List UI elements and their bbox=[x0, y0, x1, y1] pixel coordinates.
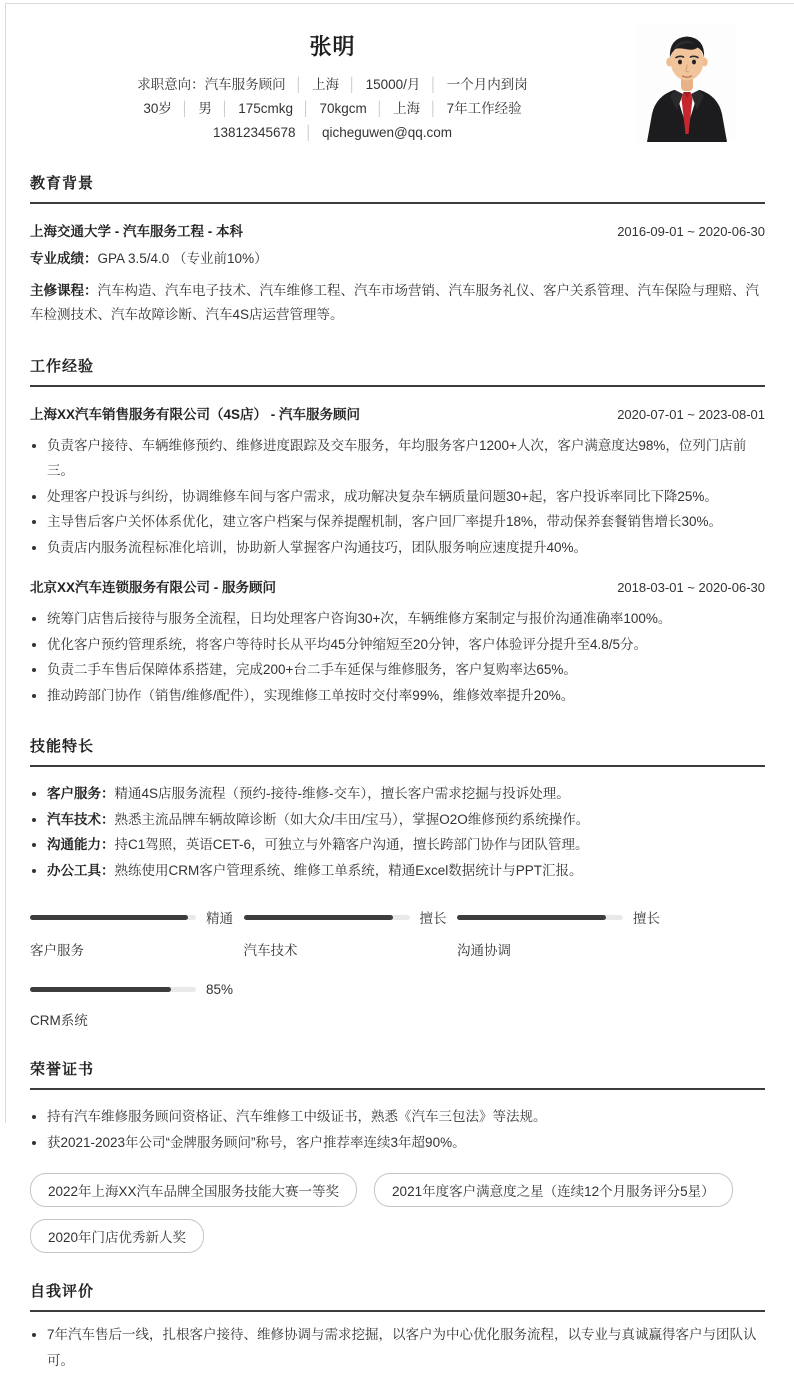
honor-tag: 2021年度客户满意度之星（连续12个月服务评分5星） bbox=[374, 1173, 733, 1207]
education-title: 教育背景 bbox=[30, 172, 765, 204]
profile-photo bbox=[637, 24, 737, 142]
bullet-dot bbox=[32, 694, 36, 698]
skill-bar-row bbox=[30, 907, 244, 927]
self-evaluation-list bbox=[30, 1322, 765, 1373]
bullet-dot bbox=[32, 869, 36, 873]
separator: │ bbox=[304, 125, 313, 140]
job-bullet bbox=[30, 535, 765, 561]
bullet-dot bbox=[32, 643, 36, 647]
skill-bar-track bbox=[30, 987, 196, 992]
bullet-dot bbox=[32, 818, 36, 822]
section-education bbox=[30, 172, 765, 328]
skill-bar-row bbox=[244, 907, 458, 927]
skill-level-label: 85% bbox=[206, 982, 234, 997]
separator: │ bbox=[220, 101, 230, 116]
job-bullet bbox=[30, 606, 765, 632]
skills-title: 技能特长 bbox=[30, 735, 765, 767]
skill-bar-cell bbox=[457, 907, 671, 959]
honor-tags bbox=[30, 1173, 765, 1253]
bullet-text: 负责客户接待、车辆维修预约、维修进度跟踪及交车服务，年均服务客户1200+人次，客户满意度达98%，位列门店前三。 bbox=[47, 437, 747, 478]
skill-level-label: 擅长 bbox=[419, 911, 447, 926]
section-experience bbox=[30, 355, 765, 709]
job-bullet bbox=[30, 433, 765, 484]
education-entry-head bbox=[30, 220, 765, 240]
skill-bar-track bbox=[244, 915, 410, 920]
bullet-dot bbox=[32, 495, 36, 499]
skill-text: 持C1驾照，英语CET-6，可独立与外籍客户沟通，擅长跨部门协作与团队管理。 bbox=[114, 837, 589, 852]
weight: 70kgcm bbox=[319, 101, 367, 116]
skill-bar-fill bbox=[457, 915, 606, 920]
bullet-dot bbox=[32, 1141, 36, 1145]
expected-salary: 15000/月 bbox=[365, 77, 421, 92]
bullet-text: 优化客户预约管理系统，将客户等待时长从平均45分钟缩短至20分钟，客户体验评分提升至4.8/5分。 bbox=[47, 636, 648, 652]
separator: │ bbox=[429, 101, 438, 116]
skill-bar-cell bbox=[244, 907, 458, 959]
skill-bar-name: 客户服务 bbox=[30, 943, 84, 958]
skill-bullet bbox=[30, 858, 765, 884]
company-position: 北京XX汽车连锁服务有限公司 - 服务顾问 bbox=[30, 580, 277, 595]
courses-value: 汽车构造、汽车电子技术、汽车维修工程、汽车市场营销、汽车服务礼仪、客户关系管理、汽车保险与理赔、汽车检测技术、汽车故障诊断、汽车4S店运营管理等。 bbox=[30, 282, 759, 322]
section-honors bbox=[30, 1058, 765, 1253]
section-self-evaluation bbox=[30, 1280, 765, 1373]
bullet-text: 获2021-2023年公司“金牌服务顾问”称号，客户推荐率连续3年超90%。 bbox=[47, 1134, 466, 1150]
header-text bbox=[30, 24, 635, 145]
education-date: 2016-09-01 ~ 2020-06-30 bbox=[617, 224, 765, 239]
honor-tag: 2020年门店优秀新人奖 bbox=[30, 1219, 204, 1253]
job-bullet bbox=[30, 484, 765, 510]
skill-text: 熟悉主流品牌车辆故障诊断（如大众/丰田/宝马），掌握O2O维修预约系统操作。 bbox=[114, 811, 590, 827]
job-entry-head bbox=[30, 576, 765, 596]
bullet-text: 统筹门店售后接待与服务全流程，日均处理客户咨询30+次，车辆维修方案制定与报价沟通准确率100%。 bbox=[47, 611, 672, 626]
separator: │ bbox=[429, 77, 438, 92]
job-bullet bbox=[30, 683, 765, 709]
skill-level-label: 精通 bbox=[206, 911, 233, 926]
skill-bar-track bbox=[30, 915, 196, 920]
skill-label: 客户服务： bbox=[47, 786, 115, 801]
experience-title: 工作经验 bbox=[30, 355, 765, 387]
gpa-row bbox=[30, 247, 765, 272]
skill-bar-row bbox=[30, 982, 244, 997]
skill-bar-fill bbox=[30, 987, 171, 992]
separator: │ bbox=[375, 101, 385, 116]
availability: 一个月内到岗 bbox=[446, 77, 528, 92]
personal-info-line bbox=[30, 97, 635, 121]
job-date: 2018-03-01 ~ 2020-06-30 bbox=[617, 580, 765, 595]
honors-title: 荣誉证书 bbox=[30, 1058, 765, 1090]
honor-bullet bbox=[30, 1130, 765, 1156]
job-date: 2020-07-01 ~ 2023-08-01 bbox=[617, 406, 765, 422]
skill-bar-cell bbox=[30, 982, 244, 1029]
intended-city: 上海 bbox=[312, 77, 340, 92]
phone-number: 13812345678 bbox=[212, 125, 296, 140]
header bbox=[30, 24, 765, 145]
skill-bullet bbox=[30, 781, 765, 807]
job-bullet-list bbox=[30, 606, 765, 708]
separator: │ bbox=[348, 77, 357, 92]
job-entry-head bbox=[30, 403, 765, 423]
bullet-dot bbox=[32, 546, 36, 550]
bullet-text: 推动跨部门协作（销售/维修/配件），实现维修工单按时交付率99%，维修效率提升20%。 bbox=[47, 687, 575, 703]
separator: │ bbox=[302, 101, 311, 116]
bullet-text: 处理客户投诉与纠纷，协调维修车间与客户需求，成功解决复杂车辆质量问题30+起，客户投诉率同比下降25%。 bbox=[47, 488, 718, 504]
bullet-text: 持有汽车维修服务顾问资格证、汽车维修工中级证书，熟悉《汽车三包法》等法规。 bbox=[47, 1109, 547, 1124]
bullet-dot bbox=[32, 444, 36, 448]
honor-bullet bbox=[30, 1104, 765, 1130]
skill-bullet bbox=[30, 832, 765, 858]
gender: 男 bbox=[198, 101, 212, 116]
gpa-label: 专业成绩： bbox=[30, 251, 98, 266]
skill-level-label: 擅长 bbox=[633, 911, 660, 926]
skill-text: 精通4S店服务流程（预约-接待-维修-交车），擅长客户需求挖掘与投诉处理。 bbox=[114, 786, 570, 801]
courses-row bbox=[30, 279, 765, 328]
skill-bar-row bbox=[457, 907, 671, 927]
job-intention-line bbox=[30, 73, 635, 97]
skill-bar-track bbox=[457, 915, 623, 920]
bullet-text: 负责二手车售后保障体系搭建，完成200+台二手车延保与维修服务，客户复购率达65%。 bbox=[47, 662, 577, 677]
skill-label: 沟通能力： bbox=[47, 837, 115, 852]
skill-bars bbox=[30, 907, 765, 1052]
skill-bar-cell bbox=[30, 907, 244, 959]
bullet-text: 主导售后客户关怀体系优化，建立客户档案与保养提醒机制，客户回厂率提升18%，带动保养套餐销售增长30%。 bbox=[47, 514, 723, 529]
courses-label: 主修课程： bbox=[30, 282, 98, 298]
skill-label: 办公工具： bbox=[47, 862, 115, 878]
separator: │ bbox=[294, 77, 304, 92]
bullet-text: 负责店内服务流程标准化培训，协助新人掌握客户沟通技巧，团队服务响应速度提升40%。 bbox=[47, 539, 588, 555]
contact-line bbox=[30, 121, 635, 145]
skill-bar-name: 汽车技术 bbox=[243, 943, 298, 958]
bullet-dot bbox=[32, 843, 36, 847]
work-years: 7年工作经验 bbox=[446, 101, 522, 116]
bullet-dot bbox=[32, 668, 36, 672]
school-degree: 上海交通大学 - 汽车服务工程 - 本科 bbox=[30, 224, 243, 239]
email-address: qicheguwen@qq.com bbox=[322, 125, 453, 140]
skill-bar-fill bbox=[30, 915, 188, 920]
age: 30岁 bbox=[143, 101, 172, 116]
bullet-dot bbox=[32, 617, 36, 621]
avatar-illustration bbox=[637, 24, 737, 142]
skill-bullet-list bbox=[30, 781, 765, 883]
skill-label: 汽车技术： bbox=[47, 811, 115, 827]
section-skills bbox=[30, 735, 765, 1052]
separator: │ bbox=[180, 101, 190, 116]
skill-bar-name: 沟通协调 bbox=[457, 943, 511, 958]
bullet-dot bbox=[32, 792, 36, 796]
gpa-value: GPA 3.5/4.0 （专业前10%） bbox=[97, 251, 268, 266]
location: 上海 bbox=[393, 101, 421, 116]
self-evaluation-title: 自我评价 bbox=[30, 1280, 765, 1312]
job-intention-label: 求职意向： bbox=[137, 77, 205, 92]
self-evaluation-bullet bbox=[30, 1322, 765, 1373]
bullet-dot bbox=[32, 520, 36, 524]
job-bullet bbox=[30, 657, 765, 683]
height: 175cmkg bbox=[238, 101, 294, 116]
skill-bar-name: CRM系统 bbox=[30, 1013, 88, 1028]
company-position: 上海XX汽车销售服务有限公司（4S店） - 汽车服务顾问 bbox=[30, 406, 361, 422]
bullet-dot bbox=[32, 1115, 36, 1119]
honor-bullet-list bbox=[30, 1104, 765, 1155]
bullet-text: 7年汽车售后一线，扎根客户接待、维修协调与需求挖掘，以客户为中心优化服务流程，以专业与真诚赢得客户与团队认可。 bbox=[47, 1327, 757, 1368]
intended-position: 汽车服务顾问 bbox=[204, 77, 286, 92]
skill-bullet bbox=[30, 807, 765, 833]
honor-tag: 2022年上海XX汽车品牌全国服务技能大赛一等奖 bbox=[30, 1173, 357, 1207]
skill-bar-fill bbox=[244, 915, 393, 920]
candidate-name: 张明 bbox=[309, 34, 356, 59]
skill-text: 熟练使用CRM客户管理系统、维修工单系统，精通Excel数据统计与PPT汇报。 bbox=[114, 862, 583, 878]
job-bullet bbox=[30, 509, 765, 535]
job-bullet bbox=[30, 632, 765, 658]
bullet-dot bbox=[32, 1333, 36, 1337]
job-bullet-list bbox=[30, 433, 765, 561]
